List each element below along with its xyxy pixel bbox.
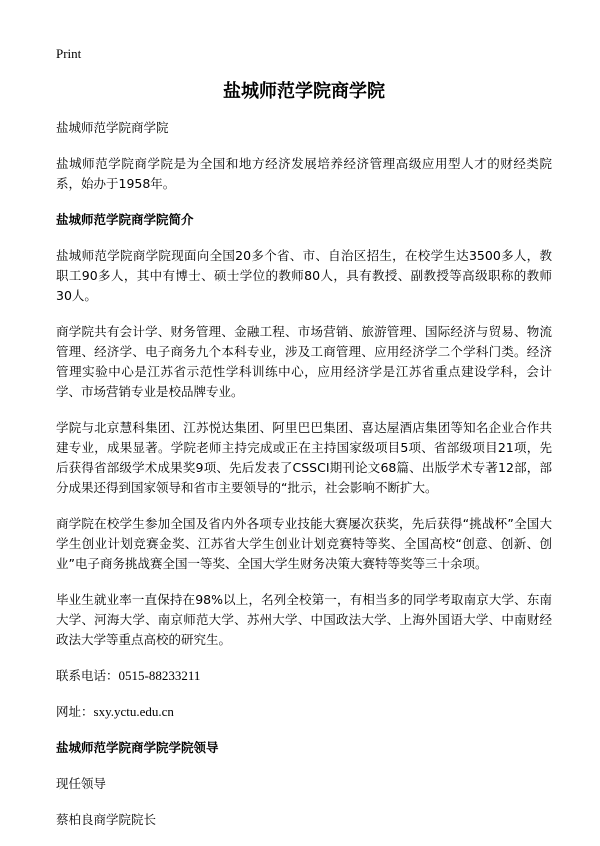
article — [56, 80, 552, 846]
print-link[interactable]: Print — [56, 46, 82, 61]
intro-heading: 盐城师范学院商学院简介 — [56, 212, 194, 227]
paragraph-awards: 商学院在校学生参加全国及省内外各项专业技能大赛屡次获奖，先后获得“挑战杯”全国大学生创业计划竞赛金奖、江苏省大学生创业计划竞赛特等奖、全国高校“创意、创新、创业”电子商务挑战赛全国一等奖、全国大学生财务决策大赛特等奖等三十余项。 — [56, 516, 552, 571]
contact-website — [56, 702, 552, 722]
leadership-subheading: 现任领导 — [56, 776, 107, 791]
website-link[interactable]: sxy.yctu.edu.cn — [93, 704, 174, 719]
breadcrumb: 盐城师范学院商学院 — [56, 120, 169, 135]
paragraph-employment: 毕业生就业率一直保持在98%以上，名列全校第一，有相当多的同学考取南京大学、东南大学、河海大学、南京师范大学、苏州大学、中国政法大学、上海外国语大学、中南财经政法大学等重点高校的研究生。 — [56, 592, 552, 647]
intro-paragraph: 盐城师范学院商学院是为全国和地方经济发展培养经济管理高级应用型人才的财经类院系，始办于1958年。 — [56, 156, 552, 191]
leader-name: 蔡柏良商学院院长 — [56, 812, 157, 827]
page-title: 盐城师范学院商学院 — [223, 81, 385, 102]
paragraph-majors: 商学院共有会计学、财务管理、金融工程、市场营销、旅游管理、国际经济与贸易、物流管理、经济学、电子商务九个本科专业，涉及工商管理、应用经济学二个学科门类。经济管理实验中心是江苏省示范性学科训练中心，应用经济学是江苏省重点建设学科，会计学、市场营销专业是校品牌专业。 — [56, 324, 552, 399]
leadership-heading: 盐城师范学院商学院学院领导 — [56, 740, 219, 755]
paragraph-students: 盐城师范学院商学院现面向全国20多个省、市、自治区招生，在校学生达3500多人，教职工90多人，其中有博士、硕士学位的教师80人，具有教授、副教授等高级职称的教师30人。 — [56, 248, 552, 303]
paragraph-cooperation: 学院与北京慧科集团、江苏悦达集团、阿里巴巴集团、喜达屋酒店集团等知名企业合作共建专业，成果显著。学院老师主持完成或正在主持国家级项目5项、省部级项目21项，先后获得省部级学术成果奖9项、先后发表了CSSCI期刊论文68篇、出版学术专著12部，部分成果还得到国家领导和省市主要领导的“批示，社会影响不断扩大。 — [56, 420, 552, 495]
contact-phone — [56, 666, 552, 686]
phone-label: 联系电话： — [56, 668, 119, 683]
phone-number: 0515-88233211 — [118, 668, 201, 683]
website-label: 网址： — [56, 704, 94, 719]
